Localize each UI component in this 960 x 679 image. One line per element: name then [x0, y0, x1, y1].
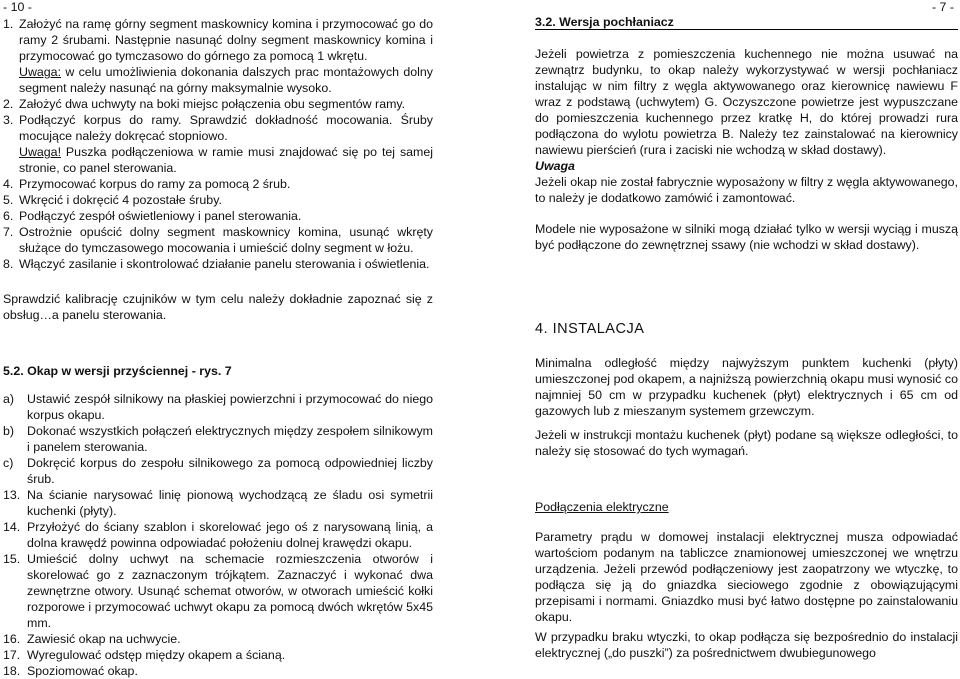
letter-step-item — [3, 455, 433, 487]
letter-step-item — [3, 423, 433, 455]
step-number: 16. — [3, 632, 21, 646]
note-text: Puszka podłączeniowa w ramie musi znajdować się po tej samej stronie, co panel sterowania. — [19, 145, 433, 175]
step-number: 4. — [3, 177, 14, 191]
step-text: Założyć na ramę górny segment maskownicy komina i przymocować go do ramy 2 śrubami. Następnie nasunąć dolny segment maskownicy komina i przymocować go tymczasowo do górnego za pomocą 1 wkrętu. — [19, 17, 433, 63]
step-text: Założyć dwa uchwyty na boki miejsc połączenia obu segmentów ramy. — [19, 97, 406, 111]
warning-label: Uwaga — [535, 159, 575, 173]
numbered-step-item — [3, 519, 433, 551]
step-text: Na ścianie narysować linię pionową wychodzącą ze śladu osi symetrii kuchenki (płyty). — [27, 488, 433, 518]
right-column — [535, 0, 958, 661]
recirculation-paragraph: Jeżeli powietrza z pomieszczenia kuchennego nie można usuwać na zewnątrz budynku, to okap należy wykorzystywać w wersji pochłaniacz instalując w nim filtry z węgla aktywowanego oraz kierownicę nawiewu F wraz z podstawą (uchwytem) G. Oczyszczone powietrze jest wypuszczane do pomieszczenia kuchennego przez kratkę H, do której prowadzi rura podłączona do wylotu powietrza B. Należy tez zainstalować na kierownicy nawiewu pierścień (rura i zaciski nie wchodzą w skład dostawy). — [535, 47, 958, 157]
electrical-paragraph: Parametry prądu w domowej instalacji elektrycznej musza odpowiadać wartościom podanym na tabliczce znamionowej umieszczonej we wnętrzu urządzenia. Jeżeli przewód podłączeniowy jest zaopatrzony we wtyczkę, to podłącza się ją do gniazdka sieciowego zgodnie z obowiązującymi przepisami i normami. Gniazdko musi być łatwo dostępne po zainstalowaniu okapu. — [535, 530, 958, 624]
warning-text: Jeżeli okap nie został fabrycznie wyposażony w filtry z węgla aktywowanego, to należy je dodatkowo zamówić i zamontować. — [535, 175, 958, 205]
warning-block — [535, 158, 958, 206]
step-item — [3, 16, 433, 64]
step-item — [3, 96, 433, 112]
note-label: Uwaga: — [19, 65, 62, 79]
step-text: Zawiesić okap na uchwycie. — [27, 632, 181, 646]
step-number: 5. — [3, 193, 14, 207]
step-number: b) — [3, 424, 15, 438]
electrical-heading-text: Podłączenia elektryczne — [535, 500, 669, 514]
distance-paragraph: Minimalna odległość między najwyższym punktem kuchenki (płyty) umieszczonej pod okapem, a najniższą powierzchnią okapu musi wynosić co najmniej 50 cm w przypadku kuchenek (płyt) elektrycznych i 65 cm od gazowych lub z mieszanym systemem grzewczym. — [535, 356, 958, 418]
step-text: Wyregulować odstęp między okapem a ścianą. — [27, 648, 286, 662]
step-item — [3, 256, 433, 272]
step-number: 1. — [3, 17, 14, 31]
step-text: Przymocować korpus do ramy za pomocą 2 śrub. — [19, 177, 291, 191]
section-4-heading: 4. INSTALACJA — [535, 321, 645, 337]
step-number: c) — [3, 456, 14, 470]
step-text: Umieścić dolny uchwyt na schemacie rozmieszczenia otworów i skorelować go z zaznaczonym trójkątem. Zaznaczyć i wykonać dwa zewnętrzne otwory. Usunąć schemat otworów, w otworach umieścić kołki rozporowe i przymocować uchwyt okapu za pomocą dwóch wkrętów 5x45 mm. — [27, 552, 433, 630]
numbered-step-item — [3, 551, 433, 631]
step-number: 7. — [3, 225, 14, 239]
step-number: 6. — [3, 209, 14, 223]
step-number: 3. — [3, 113, 14, 127]
electrical-heading — [535, 499, 958, 515]
page-number-left: - 10 - — [3, 0, 32, 14]
step-text: Ostrożnie opuścić dolny segment maskownicy komina, usunąć wkręty służące do tymczasowego mocowania i umieścić dolny segment w łożu. — [19, 225, 433, 255]
step-number: 8. — [3, 257, 14, 271]
numbered-step-item — [3, 487, 433, 519]
step-number: a) — [3, 392, 15, 406]
step-text: Dokonać wszystkich połączeń elektrycznych między zespołem silnikowym i panelem sterowania. — [27, 424, 433, 454]
step-text: Spoziomować okap. — [27, 664, 138, 678]
step-number: 2. — [3, 97, 14, 111]
step-item — [3, 208, 433, 224]
step-text: Dokręcić korpus do zespołu silnikowego za pomocą odpowiedniej liczby śrub. — [27, 456, 433, 486]
note-item — [3, 144, 433, 176]
plug-paragraph: W przypadku braku wtyczki, to okap podłącza się bezpośrednio do instalacji elektrycznej („do puszki”) za pośrednictwem dwubiegunowego — [535, 630, 958, 660]
step-number: 18. — [3, 664, 21, 678]
left-column — [3, 0, 433, 678]
section-5-2-heading: 5.2. Okap w wersji przyściennej - rys. 7 — [3, 364, 232, 378]
motorless-paragraph: Modele nie wyposażone w silniki mogą działać tylko w wersji wyciąg i muszą być podłączone do zewnętrznej ssawy (nie wchodzi w skład dostawy). — [535, 222, 958, 252]
step-item — [3, 176, 433, 192]
step-number: 15. — [3, 552, 21, 566]
letter-step-item — [3, 391, 433, 423]
note-label: Uwaga! — [19, 145, 62, 159]
step-number: 13. — [3, 488, 21, 502]
step-item — [3, 112, 433, 144]
step-item — [3, 224, 433, 256]
step-text: Podłączyć zespół oświetleniowy i panel sterowania. — [19, 209, 302, 223]
numbered-step-item — [3, 631, 433, 647]
step-text: Włączyć zasilanie i skontrolować działanie panelu sterowania i oświetlenia. — [19, 257, 430, 271]
assembly-steps — [3, 16, 433, 272]
note-item — [3, 64, 433, 96]
step-text: Przyłożyć do ściany szablon i skorelować jego oś z narysowaną linią, a dolna krawędź powinna odpowiadać położeniu dolnej krawędzi okapu. — [27, 520, 433, 550]
step-text: Ustawić zespół silnikowy na płaskiej powierzchni i przymocować do niego korpus okapu. — [27, 392, 433, 422]
step-number: 17. — [3, 648, 21, 662]
step-text: Wkręcić i dokręcić 4 pozostałe śruby. — [19, 193, 222, 207]
numbered-step-item — [3, 663, 433, 679]
step-text: Podłączyć korpus do ramy. Sprawdzić dokładność mocowania. Śruby mocujące należy dokręcać stopniowo. — [19, 113, 433, 143]
header-rule — [535, 29, 958, 30]
page-number-right: - 7 - — [931, 0, 954, 14]
step-item — [3, 192, 433, 208]
manual-paragraph: Jeżeli w instrukcji montażu kuchenek (płyt) podane są większe odległości, to należy się stosować do tych wymagań. — [535, 428, 958, 458]
section-3-2-heading: 3.2. Wersja pochłaniacz — [535, 15, 674, 29]
note-text: w celu umożliwienia dokonania dalszych prac montażowych dolny segment należy nasunąć na górny maksymalnie wysoko. — [19, 65, 433, 95]
step-number: 14. — [3, 520, 21, 534]
wall-mount-steps — [3, 391, 433, 679]
calibration-paragraph: Sprawdzić kalibrację czujników w tym celu należy dokładnie zapoznać się z obsług…a panelu sterowania. — [3, 292, 433, 322]
